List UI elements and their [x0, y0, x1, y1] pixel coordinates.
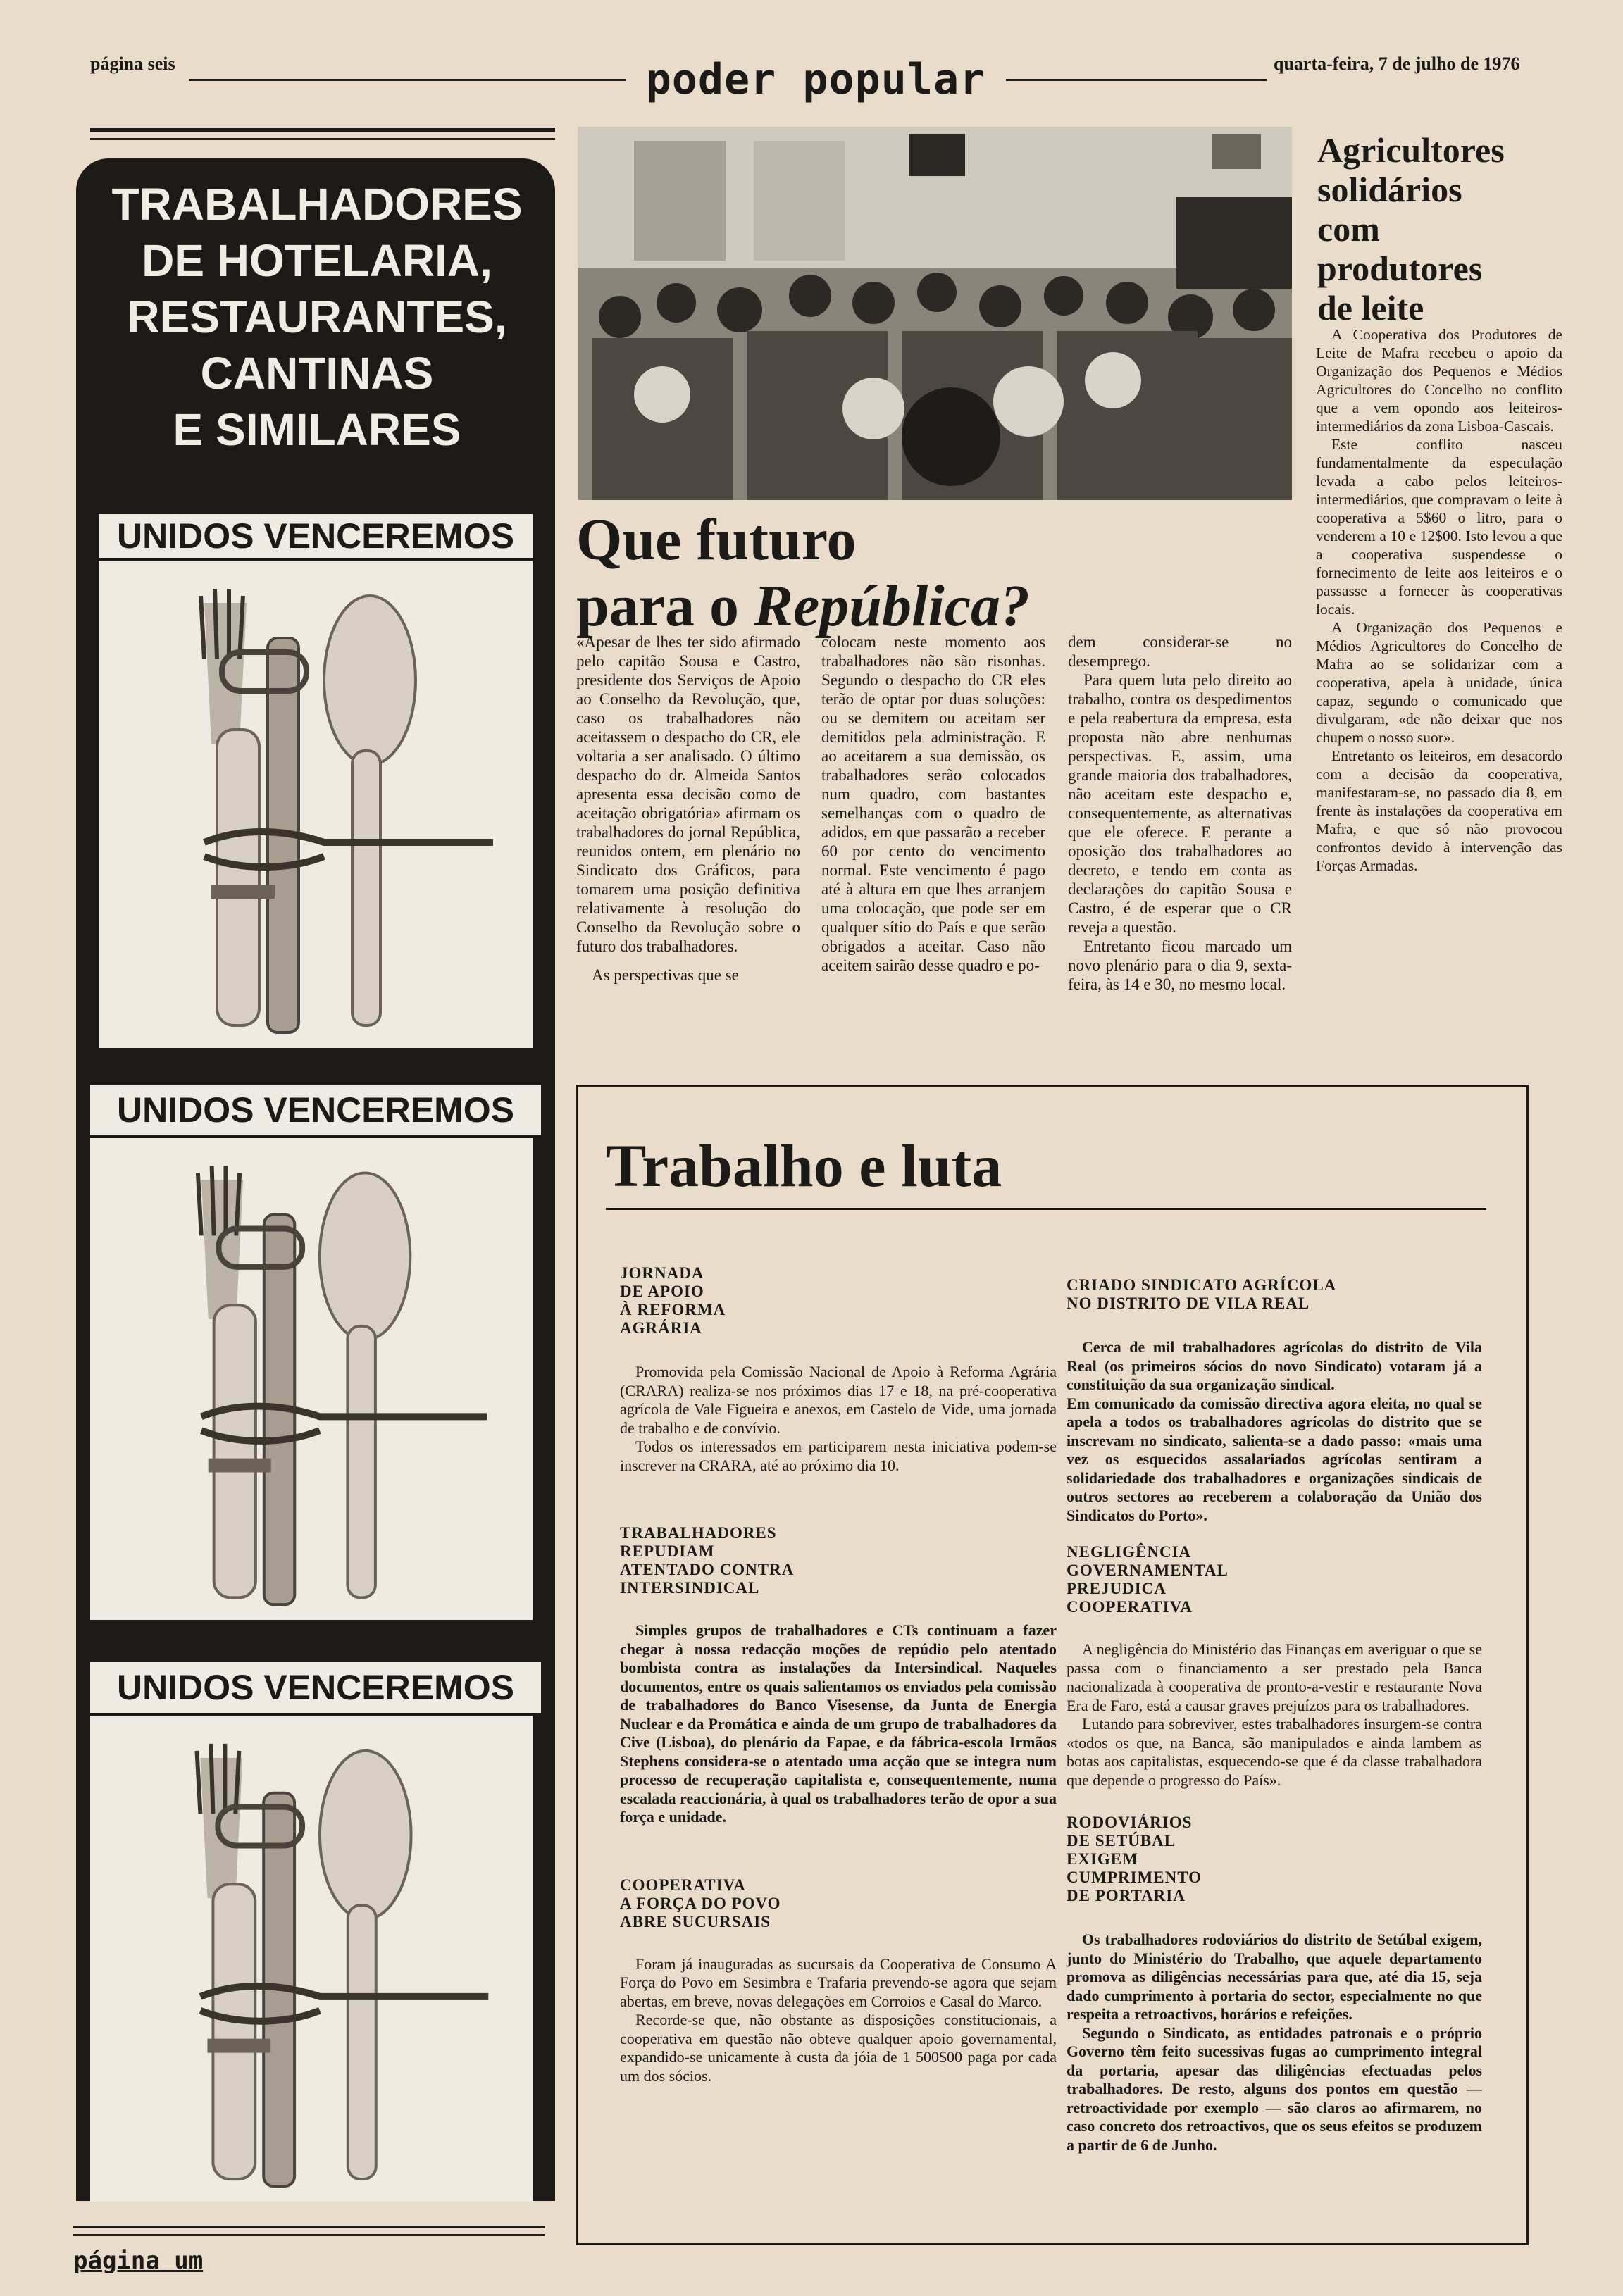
paragraph: Os trabalhadores rodoviários do distrito de Setúbal exigem, junto do Ministério do Trabalho, que aquele departamento promova as diligências necessárias para que, até dia 15, seja dado cumprimento à portaria do sector, especialmente no que respeita a retroactivos, horários e refeições.	[1067, 1930, 1482, 2023]
meeting-photo	[578, 127, 1292, 500]
cutlery-illustration	[90, 1138, 533, 1620]
paragraph: A Cooperativa dos Produtores de Leite de Mafra recebeu o apoio da Organização dos Pequenos e Médios Agricultores do Concelho no conflito que a vem opondo aos leiteiros-intermediários da zona Lisboa-Cascais.	[1316, 326, 1562, 435]
fork-spoon-knife-icon	[99, 561, 533, 1048]
news-column-right	[1067, 1276, 1482, 2154]
issue-date: quarta-feira, 7 de julho de 1976	[1274, 54, 1520, 74]
paragraph: «Apesar de lhes ter sido afirmado pelo capitão Sousa e Castro, presidente dos Serviços de Apoio ao Conselho da Revolução, que, caso os trabalhadores não aceitassem o despacho do CR, ele voltaria a ser analisado. O último despacho do dr. Almeida Santos apresenta essa decisão como de aceitação obrigatória» afirmam os trabalhadores do jornal República, reunidos ontem, em plenário no Sindicato dos Gráficos, para tomarem uma posição definitiva relativamente à resolução do Conselho da Revolução sobre o futuro dos trabalhadores.	[576, 633, 800, 955]
news-subhead: TRABALHADORES REPUDIAM ATENTADO CONTRA INTERSINDICAL	[620, 1524, 795, 1597]
paragraph: dem considerar-se no desemprego.	[1068, 633, 1292, 670]
article-column	[1068, 632, 1292, 994]
ad-panel-title: UNIDOS VENCEREMOS	[117, 1090, 514, 1130]
ad-headline	[99, 176, 535, 458]
ad-panel-title-bg	[90, 1662, 541, 1713]
footer-page-label: página um	[73, 2247, 204, 2275]
article-column	[821, 632, 1045, 975]
section-title: Trabalho e luta	[606, 1132, 1002, 1199]
ad-panel-title-bg	[99, 514, 533, 558]
cutlery-illustration	[90, 1716, 533, 2202]
news-subhead: RODOVIÁRIOS DE SETÚBAL EXIGEM CUMPRIMENTO DE PORTARIA	[1067, 1814, 1202, 1904]
article-headline	[576, 507, 1030, 639]
paragraph: Lutando para sobreviver, estes trabalhadores insurgem-se contra «todos os que, na Banca, são manipulados e ainda lambem as botas aos capitalistas, esquecendo-se que é da classe trabalhadora que depende o progresso do País».	[1067, 1715, 1482, 1789]
ad-bottom-rule-thin	[73, 2234, 545, 2236]
paragraph: Foram já inauguradas as sucursais da Cooperativa de Consumo A Força do Povo em Sesimbra e Trafaria prevendo-se agora que sejam abertas, em breve, novas delegações em Corroios e Casal do Marco.	[620, 1954, 1057, 2010]
headline-line	[576, 573, 1030, 639]
article-headline	[1317, 130, 1505, 327]
ad-top-rule	[90, 128, 555, 132]
ad-headline-line: E SIMILARES	[173, 404, 461, 455]
news-subhead: CRIADO SINDICATO AGRÍCOLA NO DISTRITO DE VILA REAL	[1067, 1276, 1337, 1312]
headline-part: para o	[576, 573, 754, 639]
ad-top-rule-thin	[90, 138, 555, 140]
paragraph: Recorde-se que, não obstante as disposições constitucionais, a cooperativa em questão não obteve qualquer apoio governamental, expandido-se unicamente à custa da jóia de 1 500$00 paga por cada um dos sócios.	[620, 2011, 1057, 2085]
headline-line: com	[1317, 209, 1380, 249]
paragraph: A negligência do Ministério das Finanças em averiguar o que se passa com o financiamento a ser prestado pela Banca nacionalizada à cooperativa de pronto-a-vestir e restaurante Nova Era de Faro, está a causar graves prejuízos para os trabalhadores.	[1067, 1640, 1482, 1714]
page-number-label: página seis	[90, 54, 175, 74]
ad-panel-title: UNIDOS VENCEREMOS	[117, 516, 514, 556]
masthead-rule-left	[189, 79, 626, 81]
headline-line: Que futuro	[576, 507, 857, 573]
section-title-rule	[606, 1208, 1486, 1210]
ad-panel-title: UNIDOS VENCEREMOS	[117, 1668, 514, 1707]
paragraph: Simples grupos de trabalhadores e CTs continuam a fazer chegar à nossa redacção moções de repúdio pelo atentado bombista contra as instalações da Intersindical. Naqueles documentos, entre os quais salientamos os enviados pela comissão de trabalhadores do Banco Visesense, da Junta de Energia Nuclear e da Promática e ainda de um grupo de trabalhadores da Cive (Lisboa), do plenário da Fapae, e da fábrica-escola Irmãos Stephens considera-se o atentado uma acção que se integra num processo de recuperação capitalista e, consequentemente, numa escalada reaccionária, à qual os trabalhadores terão de opor a sua força e unidade.	[620, 1621, 1057, 1826]
news-subhead: NEGLIGÊNCIA GOVERNAMENTAL PREJUDICA COOPERATIVA	[1067, 1543, 1229, 1616]
article-column	[576, 632, 800, 985]
paragraph: Todos os interessados em participarem nesta iniciativa podem-se inscrever na CRARA, até ao próximo dia 10.	[620, 1437, 1057, 1474]
paragraph: Cerca de mil trabalhadores agrícolas do distrito de Vila Real (os primeiros sócios do novo Sindicato) votaram já a constituição da sua organização sindical.	[1067, 1338, 1482, 1393]
fork-spoon-knife-icon	[90, 1138, 533, 1620]
cutlery-illustration	[99, 561, 533, 1048]
paragraph: Entretanto ficou marcado um novo plenário para o dia 9, sexta-feira, às 14 e 30, no mesmo local.	[1068, 937, 1292, 993]
headline-line: produtores	[1317, 249, 1483, 288]
news-column-left	[620, 1264, 1057, 2085]
newspaper-title: poder popular	[645, 55, 986, 104]
paragraph: A Organização dos Pequenos e Médios Agricultores do Concelho de Mafra ao se solidarizar com a cooperativa, apela à unidade, única capaz, segundo o comunicado que divulgaram, «de não deixar que nos chupem o nosso suor».	[1316, 619, 1562, 746]
news-subhead: COOPERATIVA A FORÇA DO POVO ABRE SUCURSAIS	[620, 1876, 781, 1930]
paragraph: Em comunicado da comissão directiva agora eleita, no qual se apela a todos os trabalhadores agrícolas do distrito que se inscrevam no sindicato, salienta-se a dado passo: «mais uma vez os esquecidos assalariados agrícolas sentiram a solidariedade dos trabalhadores e organizações sindicais de outros sectores ao receberem a colaboração da União dos Sindicatos do Porto».	[1067, 1394, 1482, 1524]
ad-bottom-rule	[73, 2226, 545, 2228]
news-subhead: JORNADA DE APOIO À REFORMA AGRÁRIA	[620, 1264, 726, 1337]
ad-headline-line: RESTAURANTES,	[127, 292, 507, 342]
headline-line: Agricultores	[1317, 130, 1505, 170]
headline-line: de leite	[1317, 288, 1424, 327]
ad-headline-line: DE HOTELARIA,	[142, 235, 492, 286]
headline-italic: República?	[754, 573, 1030, 639]
paragraph: As perspectivas que se	[592, 966, 739, 984]
ad-headline-line: CANTINAS	[200, 348, 434, 399]
paragraph: colocam neste momento aos trabalhadores não são risonhas. Segundo o despacho do CR eles terão de optar por duas soluções: ou se demitem ou aceitam ser demitidos pela administração. E ao aceitarem a sua demissão, os trabalhadores serão colocados num quadro, com bastantes semelhanças com o quadro de adidos, em que passarão a receber 60 por cento do vencimento normal. Este vencimento é pago até à altura em que lhes arranjem uma colocação, que pode ser em qualquer sítio do País e que serão obrigados a aceitar. Caso não aceitem sairão desse quadro e po-	[821, 633, 1045, 974]
paragraph: Entretanto os leiteiros, em desacordo com a decisão da cooperativa, manifestaram-se, no passado dia 8, em frente às instalações da cooperativa em Mafra, e que só não provocou confrontos devido à intervenção das Forças Armadas.	[1316, 747, 1562, 874]
ad-headline-line: TRABALHADORES	[111, 179, 523, 230]
masthead-rule-right	[1006, 79, 1267, 81]
assembly-photo-icon	[578, 127, 1292, 500]
paragraph: Este conflito nasceu fundamentalmente da especulação levada a cabo pelos leiteiros-intermediários, que compravam o leite à cooperativa a 5$60 o litro, para o venderem a 10 e 12$00. Isto levou a que a cooperativa suspendesse o fornecimento de leite aos leiteiros e o passasse a fornecer às cooperativas locais.	[1316, 436, 1562, 618]
headline-line: solidários	[1317, 170, 1462, 209]
fork-spoon-knife-icon	[90, 1716, 533, 2202]
paragraph: Promovida pela Comissão Nacional de Apoio à Reforma Agrária (CRARA) realiza-se nos próximos dias 17 e 18, na pré-cooperativa agrícola de Vale Figueira e anexos, em Castelo de Vide, uma jornada de trabalho e de convívio.	[620, 1363, 1057, 1437]
article-column	[1316, 325, 1562, 875]
ad-panel-title-bg	[90, 1085, 541, 1135]
paragraph: Para quem luta pelo direito ao trabalho, contra os despedimentos e pela reabertura da empresa, esta proposta não abre nenhumas perspectivas. E, assim, uma grande maioria dos trabalhadores, não aceitam este despacho e, consequentemente, as alternativas que ele oferece. E perante a oposição dos trabalhadores ao decreto, e tendo em conta as declarações do capitão Sousa e Castro, é de esperar que o CR reveja a questão.	[1068, 671, 1292, 936]
paragraph: Segundo o Sindicato, as entidades patronais e o próprio Governo têm feito sucessivas fugas ao cumprimento integral da portaria, apesar das diligências efectuadas pelos trabalhadores. De resto, alguns dos pontos em questão — retroactividade por exemplo — são claros ao afirmarem, no caso concreto dos retroactivos, que os seus efeitos se produzem a partir de 6 de Junho.	[1067, 2023, 1482, 2154]
